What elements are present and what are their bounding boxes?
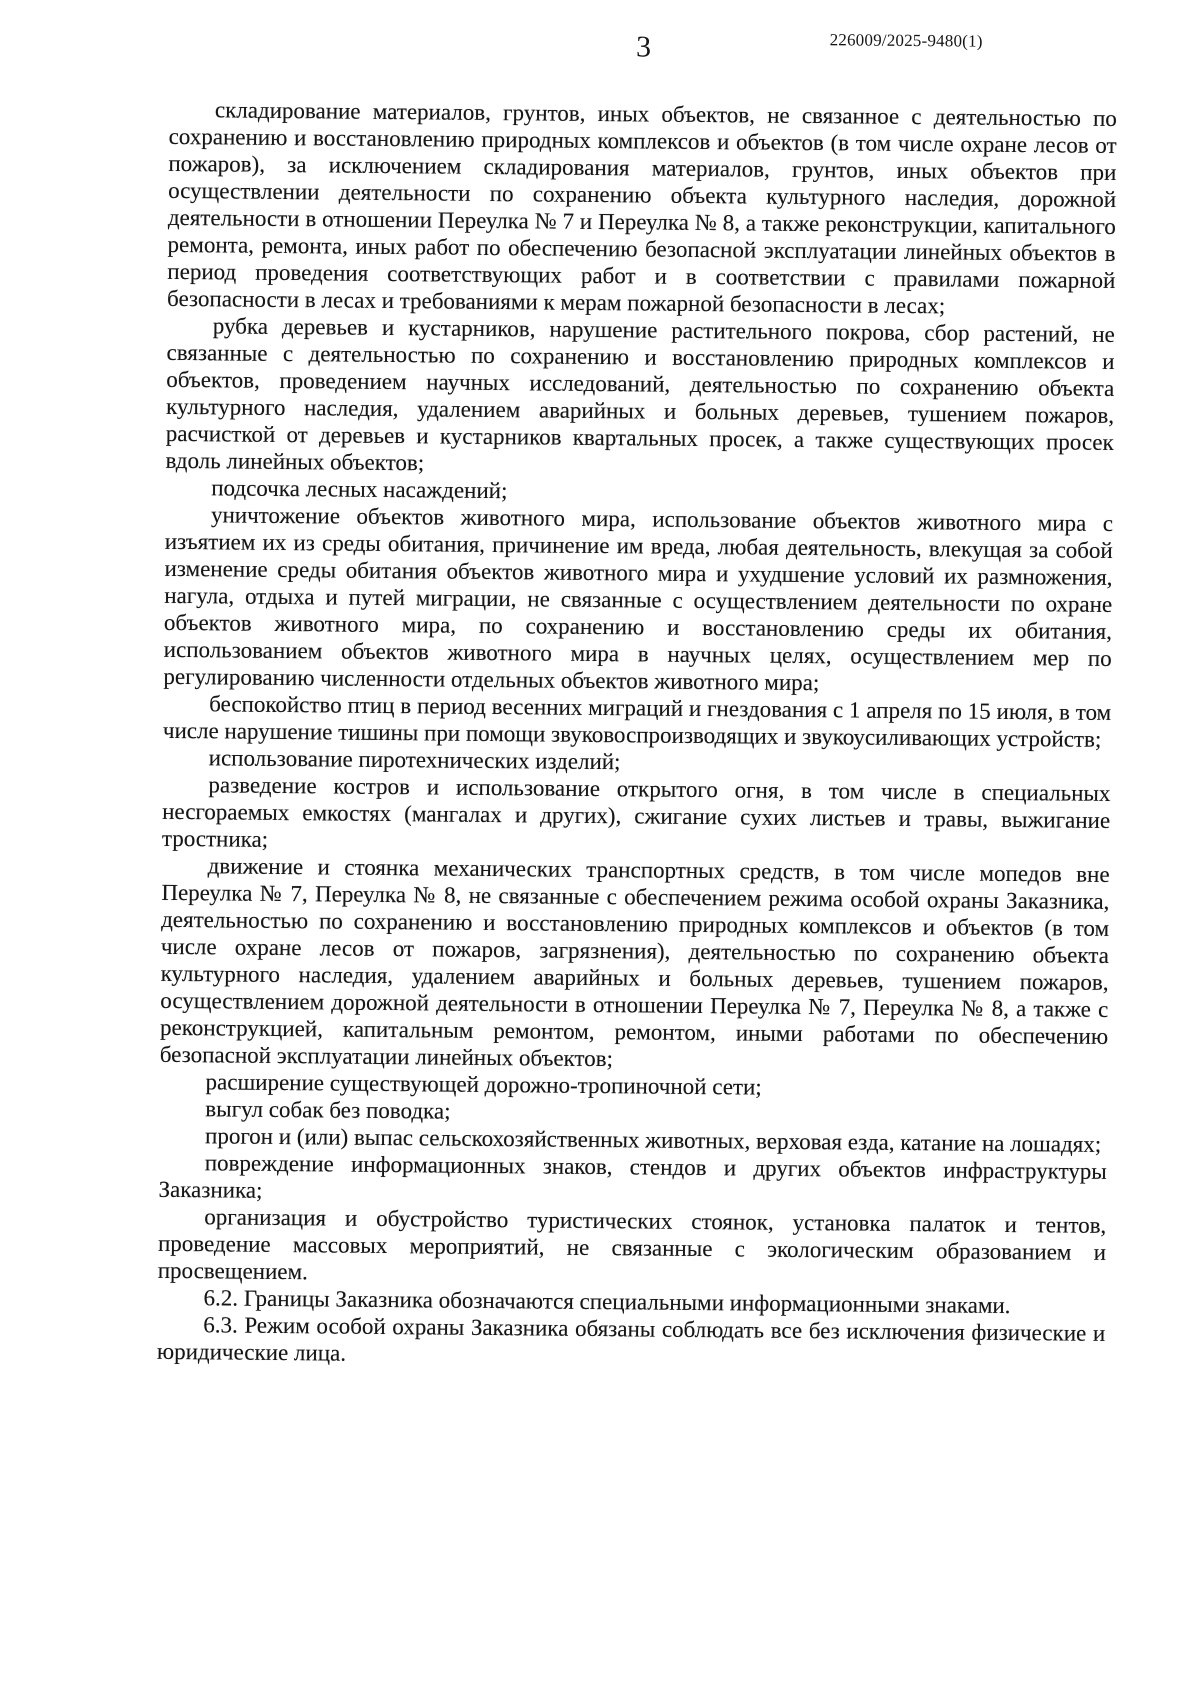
paragraph-clause-6-3: 6.3. Режим особой охраны Заказника обязаны соблюдать все без исключения физические и юридические лица. <box>156 1312 1106 1366</box>
paragraph-prohibition-livestock: прогон и (или) выпас сельскохозяйственных животных, верховая езда, катание на лошадях; <box>204 1123 1102 1157</box>
paragraph-prohibition-path-expansion: расширение существующей дорожно-тропиночной сети; <box>205 1069 762 1100</box>
document-registration-number: 226009/2025-9480(1) <box>829 30 983 51</box>
document-body <box>157 96 1117 1374</box>
paragraph-prohibition-sign-damage: повреждение информационных знаков, стендов и других объектов инфраструктуры Заказника; <box>158 1150 1107 1203</box>
paragraph-prohibition-storage: складирование материалов, грунтов, иных объектов, не связанное с деятельностью по сохранению и восстановлению природных комплексов и объектов (в том числе охране лесов от пожаров), за исключением складирования материалов, грунтов, иных объектов при осуществлении деятельности по сохранению объекта культурного наследия, дорожной деятельности в отношении Переулка № 7 и Переулка № 8, а также реконструкции, капитального ремонта, ремонта, иных работ по обеспечению безопасной эксплуатации линейных объектов в период проведения соответствующих работ и в соответствии с правилами пожарной безопасности в лесах и требованиями к мерам пожарной безопасности в лесах; <box>166 97 1118 319</box>
paragraph-prohibition-wildlife: уничтожение объектов животного мира, использование объектов животного мира с изъятием их из среды обитания, причинение им вреда, любая деятельность, влекущая за собой изменение среды обитания объектов животного мира и ухудшение условий их размножения, нагула, отдыха и путей миграции, не связанные с осуществлением деятельности по охране объектов животного мира, по сохранению и восстановлению среды их обитания, использованием объектов животного мира в научных целях, осуществлением мер по регулированию численности отдельных объектов животного мира; <box>163 502 1114 696</box>
paragraph-clause-6-2: 6.2. Границы Заказника обозначаются специальными информационными знаками. <box>203 1285 1011 1319</box>
paragraph-prohibition-dogs: выгул собак без поводка; <box>205 1096 451 1124</box>
page-number: 3 <box>635 30 652 64</box>
paragraph-prohibition-fires: разведение костров и использование открытого огня, в том числе в специальных несгораемых емкостях (мангалах и других), сжигание сухих листьев и травы, выжигание тростника; <box>161 772 1111 852</box>
paragraph-prohibition-vehicles: движение и стоянка механических транспортных средств, в том числе мопедов вне Переулка № 7, Переулка № 8, не связанные с обеспечением режима особой охраны Заказника, деятельностью по сохранению и восстановлению природных комплексов и объектов (в том числе охране лесов от пожаров, загрязнения), деятельностью по сохранению объекта культурного наследия, удалением аварийных и больных деревьев, тушением пожаров, осуществлением дорожной деятельности в отношении Переулка № 7, Переулка № 8, а также с реконструкцией, капитальным ремонтом, ремонтом, иными работами по обеспечению безопасной эксплуатации линейных объектов; <box>159 853 1110 1072</box>
paragraph-prohibition-bird-disturbance: беспокойство птиц в период весенних миграций и гнездования с 1 апреля по 15 июля, в том числе нарушение тишины при помощи звуковоспроизводящих и звукоусиливающих устройств; <box>162 691 1112 752</box>
paragraph-prohibition-tree-cutting: рубка деревьев и кустарников, нарушение растительного покрова, сбор растений, не связанные с деятельностью по сохранению и восстановлению природных комплексов и объектов, проведением научных исследований, деятельностью по сохранению объекта культурного наследия, удалением аварийных и больных деревьев, тушением пожаров, расчисткой от деревьев и кустарников квартальных просек, а также существующих просек вдоль линейных объектов; <box>165 313 1115 476</box>
paragraph-prohibition-camps: организация и обустройство туристических стоянок, установка палаток и тентов, проведение массовых мероприятий, не связанные с экологическим образованием и просвещением. <box>157 1204 1107 1285</box>
paragraph-prohibition-pyrotechnics: использование пиротехнических изделий; <box>208 745 621 775</box>
paragraph-prohibition-tapping: подсочка лесных насаждений; <box>211 475 508 504</box>
